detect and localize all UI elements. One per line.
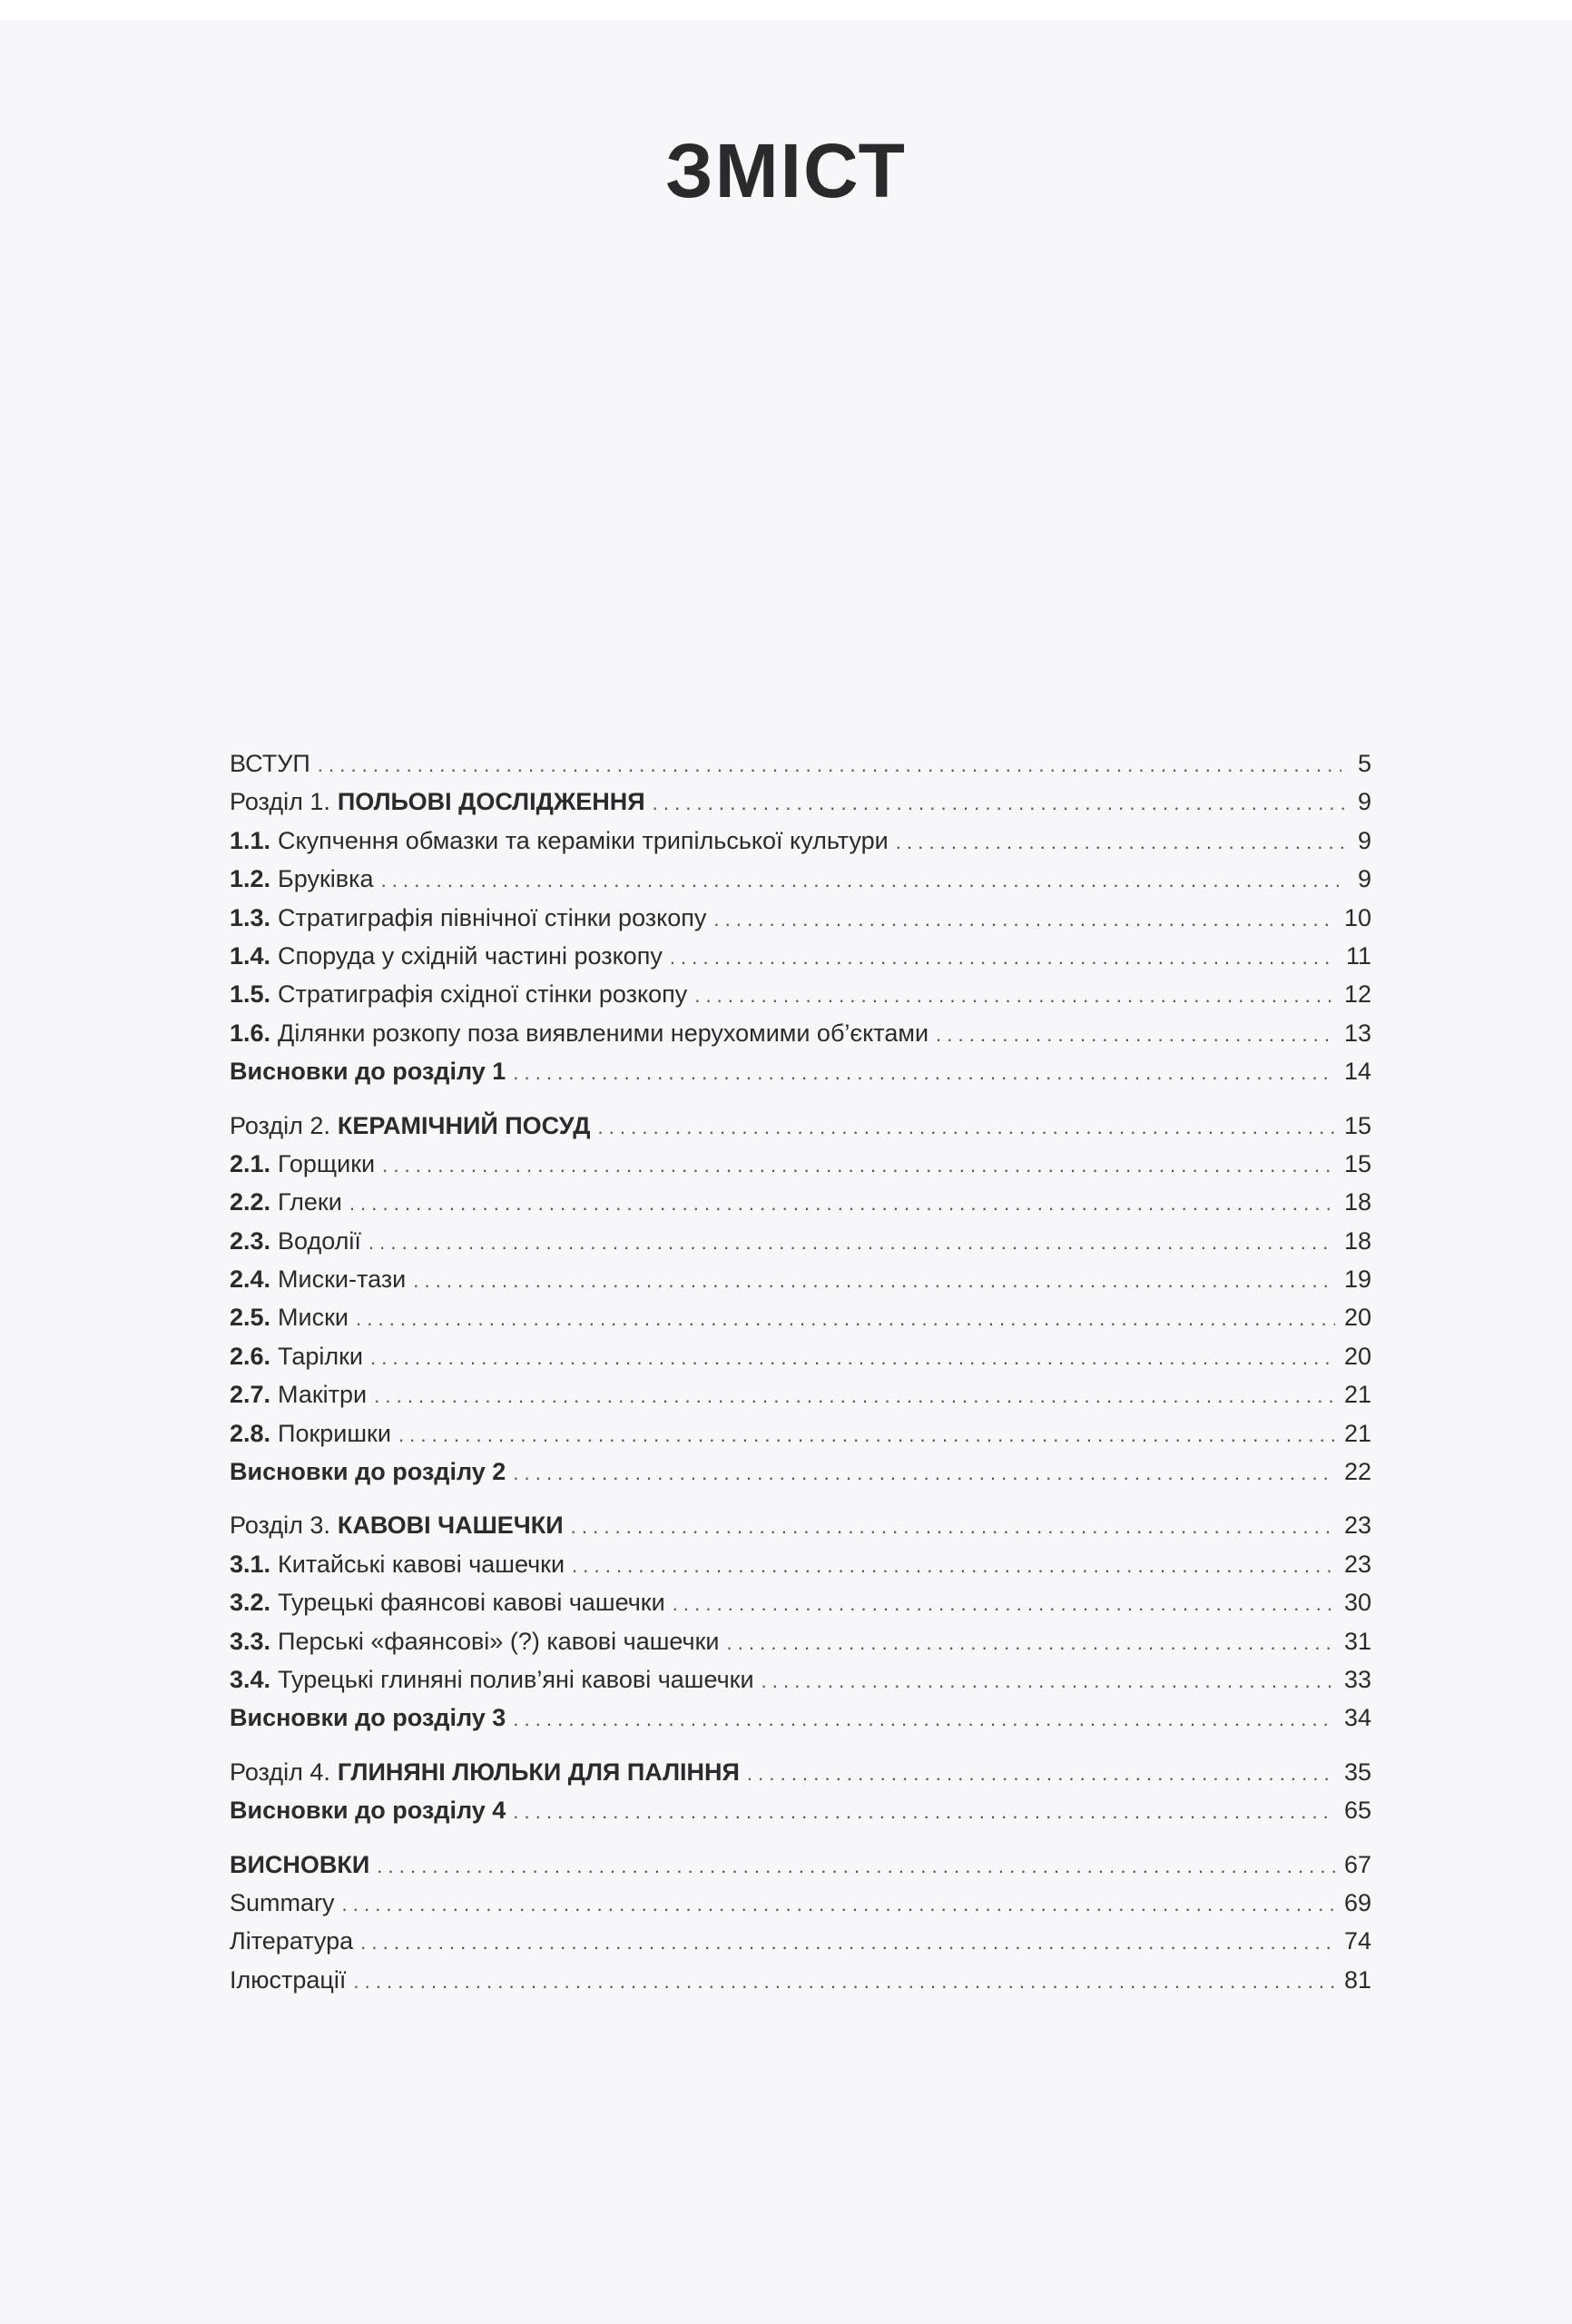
toc-entry-number: 2.8. [230, 1419, 271, 1447]
toc-entry-label: Миски [278, 1304, 349, 1332]
dot-leader [896, 823, 1349, 862]
toc-entry [230, 1583, 1371, 1621]
dot-leader [670, 939, 1337, 977]
toc-entry-number: 2.7. [230, 1381, 271, 1409]
toc-entry [230, 937, 1371, 975]
toc-page-number: 10 [1343, 903, 1371, 931]
toc-entry-label: Макітри [278, 1381, 368, 1409]
toc-entry-label: Стратиграфія східної стінки розкопу [278, 980, 688, 1009]
toc-chapter-prefix: Розділ 4. [230, 1758, 330, 1786]
toc-entry-number: 2.1. [230, 1149, 271, 1177]
toc-page-number: 33 [1343, 1665, 1371, 1693]
dot-leader [747, 1755, 1335, 1793]
dot-leader [381, 862, 1343, 900]
dot-leader [713, 901, 1335, 939]
toc-entry-label: Миски-тази [278, 1265, 407, 1294]
toc-entry-label: Ілюстрації [230, 1965, 347, 1994]
toc-page-number: 15 [1343, 1111, 1371, 1139]
toc-entry [230, 1699, 1371, 1737]
toc-page-number: 5 [1357, 750, 1371, 777]
page-title: ЗМІСТ [665, 128, 907, 213]
toc-entry [230, 1145, 1371, 1183]
toc-entry [230, 822, 1371, 860]
toc-entry [230, 1545, 1371, 1583]
toc-entry-label: Покришки [278, 1419, 391, 1447]
toc-page-number: 23 [1343, 1550, 1371, 1578]
dot-leader [673, 1585, 1335, 1623]
toc-entry [230, 1506, 1371, 1544]
toc-page-number: 15 [1343, 1149, 1371, 1177]
toc-page-number: 74 [1343, 1927, 1371, 1955]
dot-leader [936, 1016, 1335, 1054]
toc-page-number: 20 [1343, 1342, 1371, 1370]
toc-entry-number: 3.4. [230, 1665, 271, 1693]
toc-entry [230, 1052, 1371, 1090]
toc-entry-label: Споруда у східній частині розкопу [278, 941, 663, 970]
dot-leader [374, 1377, 1335, 1415]
toc-page-number: 18 [1343, 1188, 1371, 1216]
toc-entry [230, 899, 1371, 937]
dot-leader [513, 1793, 1335, 1831]
document-page [0, 20, 1572, 2324]
toc-entry-number: 1.2. [230, 865, 271, 893]
toc-entry-label: Китайські кавові чашечки [278, 1550, 565, 1578]
toc-entry-label: Турецькі глиняні полив’яні кавові чашечки [278, 1665, 754, 1693]
toc-page-number: 35 [1343, 1758, 1371, 1786]
toc-entry-label: ВИСНОВКИ [230, 1850, 370, 1878]
toc-entry [230, 1846, 1371, 1884]
toc-entry [230, 1260, 1371, 1298]
toc-entry-label: Стратиграфія північної стінки розкопу [278, 903, 707, 931]
toc-entry [230, 1107, 1371, 1145]
toc-entry [230, 1337, 1371, 1375]
dot-leader [513, 1454, 1335, 1492]
toc-entry [230, 783, 1371, 821]
toc-entry-number: 1.1. [230, 826, 271, 854]
toc-entry-label: Література [230, 1927, 354, 1955]
dot-leader [356, 1300, 1335, 1338]
dot-leader [694, 977, 1335, 1015]
toc-page-number: 12 [1343, 980, 1371, 1009]
dot-leader [368, 1224, 1335, 1262]
toc-entry [230, 975, 1371, 1013]
toc-page-number: 21 [1343, 1419, 1371, 1447]
toc-entry-label: Горщики [278, 1149, 376, 1177]
toc-entry-number: 3.1. [230, 1550, 271, 1578]
toc-entry [230, 1452, 1371, 1491]
toc-entry-label: КЕРАМІЧНИЙ ПОСУД [337, 1111, 591, 1139]
dot-leader [571, 1508, 1335, 1546]
toc-entry-label: КАВОВІ ЧАШЕЧКИ [337, 1512, 564, 1540]
toc-page-number: 31 [1343, 1627, 1371, 1655]
dot-leader [349, 1185, 1335, 1223]
toc-entry [230, 1753, 1371, 1791]
toc-entry [230, 1375, 1371, 1413]
toc-page-number: 23 [1343, 1512, 1371, 1540]
toc-entry [230, 1922, 1371, 1960]
toc-entry [230, 1298, 1371, 1336]
toc-entry-number: 1.6. [230, 1019, 271, 1047]
toc-page-number: 20 [1343, 1304, 1371, 1332]
dot-leader [572, 1547, 1335, 1585]
toc-entry [230, 1961, 1371, 1999]
dot-leader [398, 1416, 1335, 1454]
dot-leader [360, 1924, 1335, 1962]
toc-entry-number: 2.3. [230, 1226, 271, 1255]
toc-chapter-prefix: Розділ 3. [230, 1512, 330, 1540]
toc-chapter-prefix: Розділ 2. [230, 1111, 330, 1139]
dot-leader [377, 1847, 1335, 1886]
dot-leader [370, 1339, 1335, 1377]
toc-page-number: 65 [1343, 1797, 1371, 1825]
toc-page-number: 11 [1345, 941, 1371, 970]
dot-leader [382, 1147, 1335, 1185]
toc-entry-label: Глеки [278, 1188, 342, 1216]
toc-entry-label: Тарілки [278, 1342, 364, 1370]
toc-entry-label: Ділянки розкопу поза виявленими нерухомими об’єктами [278, 1019, 929, 1047]
toc-entry-number: 2.4. [230, 1265, 271, 1294]
toc-entry-label: Бруківка [278, 865, 374, 893]
dot-leader [342, 1886, 1335, 1924]
toc-entry [230, 1791, 1371, 1829]
toc-entry-label: Скупчення обмазки та кераміки трипільської культури [278, 826, 889, 854]
dot-leader [597, 1108, 1334, 1147]
toc-page-number: 9 [1357, 788, 1371, 816]
toc-entry-label: Висновки до розділу 4 [230, 1797, 506, 1825]
toc-page-number: 21 [1343, 1381, 1371, 1409]
toc-entry [230, 1222, 1371, 1260]
toc-page-number: 9 [1357, 865, 1371, 893]
toc-page-number: 30 [1343, 1589, 1371, 1617]
toc-entry-number: 3.2. [230, 1589, 271, 1617]
toc-page-number: 69 [1343, 1888, 1371, 1916]
toc-entry-label: ВСТУП [230, 750, 310, 777]
toc-page-number: 67 [1343, 1850, 1371, 1878]
toc-entry-number: 1.3. [230, 903, 271, 931]
toc-entry-label: Висновки до розділу 3 [230, 1704, 506, 1732]
toc-entry-label: ГЛИНЯНІ ЛЮЛЬКИ ДЛЯ ПАЛІННЯ [337, 1758, 740, 1786]
toc-entry-number: 3.3. [230, 1627, 271, 1655]
toc-entry-number: 1.5. [230, 980, 271, 1009]
dot-leader [653, 784, 1349, 822]
toc-entry-label: Висновки до розділу 1 [230, 1058, 506, 1086]
toc-entry-label: ПОЛЬОВІ ДОСЛІДЖЕННЯ [337, 788, 645, 816]
toc-entry-label: Summary [230, 1888, 335, 1916]
toc-entry [230, 1183, 1371, 1221]
dot-leader [413, 1262, 1335, 1300]
toc-entry-label: Водолії [278, 1226, 361, 1255]
toc-entry [230, 1884, 1371, 1922]
toc-entry-number: 1.4. [230, 941, 271, 970]
toc-page-number: 14 [1343, 1058, 1371, 1086]
dot-leader [761, 1662, 1335, 1700]
toc-chapter-prefix: Розділ 1. [230, 788, 330, 816]
toc-page-number: 9 [1357, 826, 1371, 854]
dot-leader [513, 1054, 1335, 1092]
toc-page-number: 81 [1343, 1965, 1371, 1994]
toc-entry [230, 1014, 1371, 1052]
toc-page-number: 34 [1343, 1704, 1371, 1732]
dot-leader [513, 1700, 1335, 1738]
toc-entry-number: 2.5. [230, 1304, 271, 1332]
toc-entry [230, 1414, 1371, 1452]
toc-entry-label: Перські «фаянсові» (?) кавові чашечки [278, 1627, 720, 1655]
toc-entry-label: Турецькі фаянсові кавові чашечки [278, 1589, 665, 1617]
toc-entry [230, 1660, 1371, 1699]
toc-entry [230, 860, 1371, 898]
dot-leader [353, 1963, 1335, 2001]
dot-leader [726, 1624, 1334, 1662]
toc-page-number: 13 [1343, 1019, 1371, 1047]
toc-entry-number: 2.6. [230, 1342, 271, 1370]
toc-entry [230, 1622, 1371, 1660]
toc-page-number: 19 [1343, 1265, 1371, 1294]
toc-entry-label: Висновки до розділу 2 [230, 1458, 506, 1486]
toc-page-number: 22 [1343, 1458, 1371, 1486]
toc-page-number: 18 [1343, 1226, 1371, 1255]
dot-leader [318, 746, 1341, 784]
table-of-contents [230, 744, 1371, 1999]
toc-entry-number: 2.2. [230, 1188, 271, 1216]
toc-entry [230, 744, 1371, 783]
